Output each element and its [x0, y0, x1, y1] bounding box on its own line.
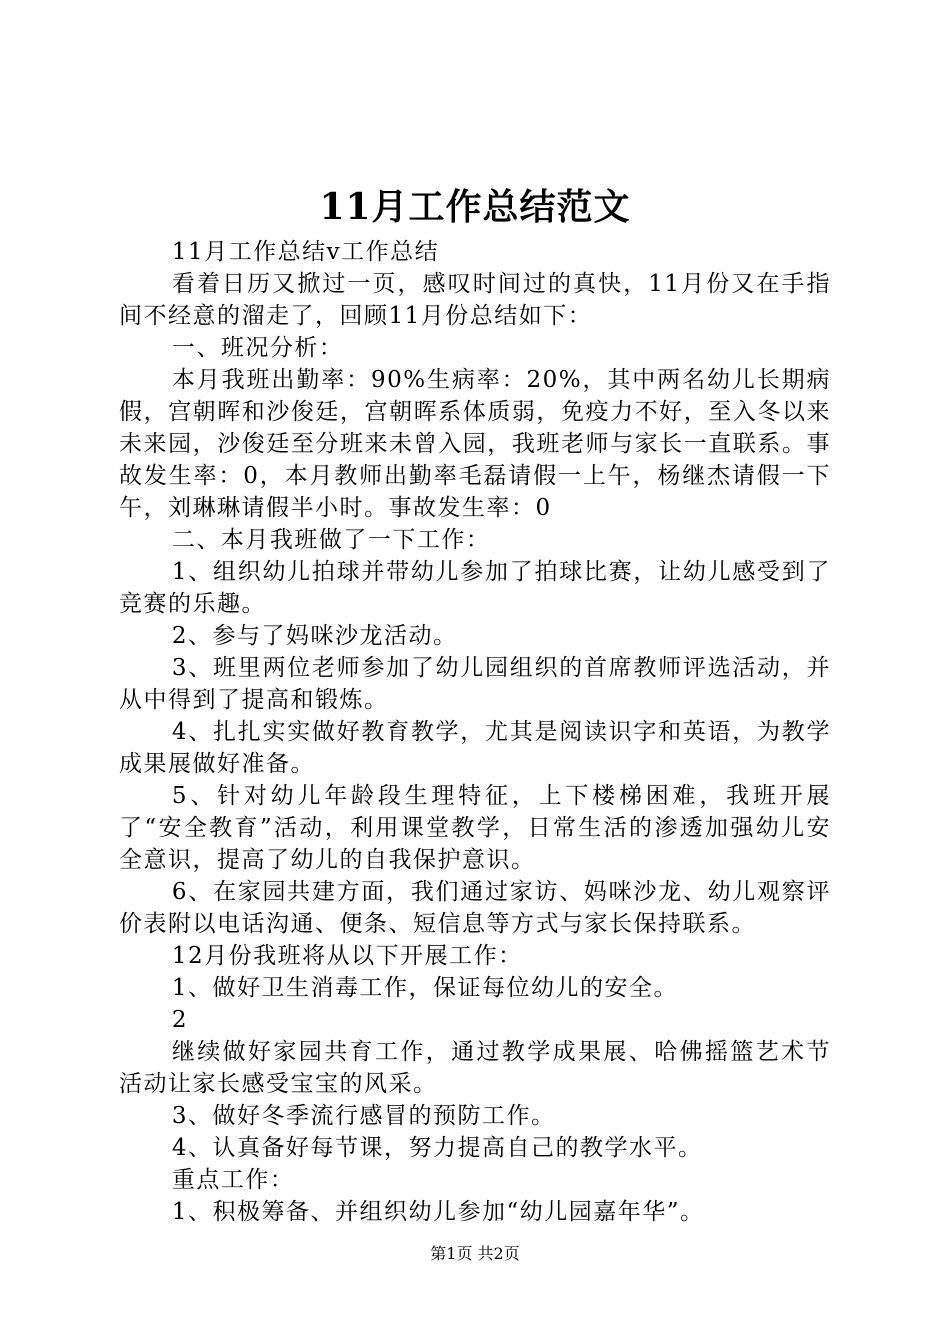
list-item-key-1: 1、积极筹备、并组织幼儿参加“幼儿园嘉年华”。: [171, 1199, 705, 1225]
list-item-work-2: 2、参与了妈咪沙龙活动。: [171, 623, 458, 649]
list-item-plan-3: 3、做好冬季流行感冒的预防工作。: [171, 1103, 556, 1129]
list-item-plan-1: 1、做好卫生消毒工作，保证每位幼儿的安全。: [171, 975, 679, 1001]
page-footer: 第1页 共2页: [430, 1244, 520, 1263]
paragraph-attendance: 本月我班出勤率：90%生病率：20%，其中两名幼儿长期病假，宫朝晖和沙俊廷，宫朝晖系体质弱，免疫力不好，至入冬以来未来园，沙俊廷至分班来未曾入园，我班老师与家长一直联系。事故发生率：0，本月教师出勤率毛磊请假一上午，杨继杰请假一下午，刘琳琳请假半小时。事故发生率：0: [119, 367, 831, 521]
section-heading-key-work: 重点工作：: [171, 1167, 295, 1193]
document-title: 11月工作总结范文: [319, 186, 631, 228]
section-heading-december-plan: 12月份我班将从以下开展工作：: [171, 943, 523, 969]
section-heading-class-analysis: 一、班况分析：: [171, 335, 344, 361]
list-item-work-1: 1、组织幼儿拍球并带幼儿参加了拍球比赛，让幼儿感受到了竞赛的乐趣。: [119, 559, 831, 617]
list-item-work-5: 5、针对幼儿年龄段生理特征，上下楼梯困难，我班开展了“安全教育”活动，利用课堂教学，日常生活的渗透加强幼儿安全意识，提高了幼儿的自我保护意识。: [119, 783, 831, 873]
list-item-work-4: 4、扎扎实实做好教育教学，尤其是阅读识字和英语，为教学成果展做好准备。: [119, 719, 831, 777]
list-item-plan-4: 4、认真备好每节课，努力提高自己的教学水平。: [171, 1135, 703, 1161]
list-item-work-6: 6、在家园共建方面，我们通过家访、妈咪沙龙、幼儿观察评价表附以电话沟通、便条、短信息等方式与家长保持联系。: [119, 879, 831, 937]
paragraph-intro: 看着日历又掀过一页，感叹时间过的真快，11月份又在手指间不经意的溜走了，回顾11月份总结如下：: [119, 271, 831, 329]
list-item-work-3: 3、班里两位老师参加了幼儿园组织的首席教师评选活动，并从中得到了提高和锻炼。: [119, 655, 831, 713]
paragraph-subtitle: 11月工作总结v工作总结: [171, 239, 440, 265]
list-item-plan-2: 继续做好家园共育工作，通过教学成果展、哈佛摇篮艺术节活动让家长感受宝宝的风采。: [119, 1039, 831, 1097]
list-item-plan-2-number: 2: [171, 1007, 189, 1033]
section-heading-work-done: 二、本月我班做了一下工作：: [171, 527, 491, 553]
document-body: [119, 236, 831, 1228]
